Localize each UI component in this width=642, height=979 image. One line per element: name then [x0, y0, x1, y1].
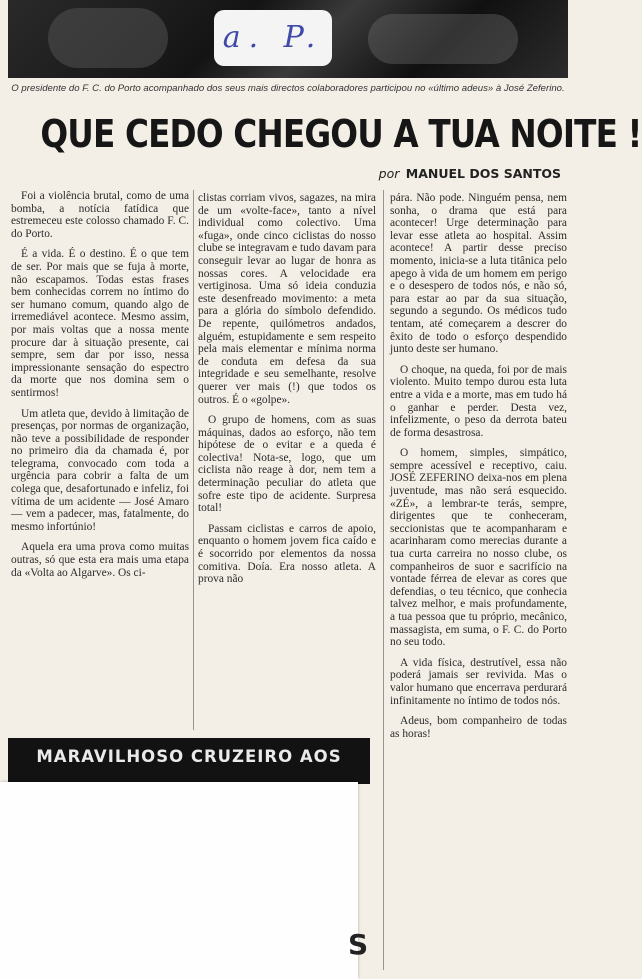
- article-column-2: [198, 192, 376, 594]
- paragraph: Aquela era uma prova como muitas outras, só que esta era mais uma etapa da «Volta ao Algarve». Os ci-: [11, 541, 189, 579]
- column-divider-2: [383, 190, 384, 970]
- paragraph: pára. Não pode. Ninguém pensa, nem sonha, o drama que está para acontecer! Urge determinação para levar esse atleta ao hospital. Assim acontece! A partir desse preciso momento, inicia-se a luta titânica pelo apego à vida de um homem em perigo e o desespero de todos nós, e não só, para estar ao par da sua situação, segundo a segundo. Os médicos tudo tentam, até começarem a descrer do êxito de todo o esforço despendido junto deste ser humano.: [390, 192, 567, 356]
- paragraph: Adeus, bom companheiro de todas as horas!: [390, 715, 567, 740]
- paragraph: A vida física, destrutível, essa não poderá jamais ser revivida. Mas o valor humano que encerrava perdurará infinitamente no íntimo de todos nós.: [390, 656, 567, 707]
- paragraph: clistas corriam vivos, sagazes, na mira de um «volte-face», tanto a nível individual como colectivo. Uma «fuga», onde cinco ciclistas do nosso clube se integravam e tudo davam para conseguir levar ao lugar de honra as nossas cores. A velocidade era vertiginosa. Uma só ideia conduzia este desenfreado movimento: a meta para a glória do símbolo defendido. De repente, quilómetros andados, alguém, estupidamente e sem respeito pela mais elementar e mínima norma de conduta em defesa da sua integridade e seu semelhante, resolve querer ver mais (!) que todos os outros. É o «golpe».: [198, 192, 376, 406]
- advert-banner: MARAVILHOSO CRUZEIRO AOS: [8, 738, 370, 776]
- article-column-1: [11, 190, 189, 587]
- handwritten-stamp: a. P.: [214, 10, 332, 66]
- paragraph: O choque, na queda, foi por de mais violento. Muito tempo durou esta luta entre a vida e a morte, mas em tudo há o ganhar e perder. Desta vez, infelizmente, o peso da derrota bateu de forma desastrosa.: [390, 363, 567, 439]
- photo-figure-right: [368, 14, 518, 64]
- byline-prefix: por: [378, 166, 400, 181]
- news-photo: [8, 0, 568, 78]
- article-headline: QUE CEDO CHEGOU A TUA NOITE !: [40, 112, 642, 156]
- article-byline: [379, 166, 561, 181]
- paragraph: Passam ciclistas e carros de apoio, enquanto o homem jovem fica caído e é socorrido por elementos da nossa comitiva. Doía. Era nosso atleta. A prova não: [198, 522, 376, 586]
- paragraph: É a vida. É o destino. É o que tem de ser. Por mais que se fuja à morte, não escapamos. Todas estas frases bem conhecidas correm no íntimo do ser humano comum, quando algo de irremediável acontece. Mesmo assim, por mais voltas que a nossa mente procure dar à situação presente, cai sempre, sem dar por isso, nessa impressionante sensação do espectro da morte que nos domina sem o sentirmos!: [11, 248, 189, 399]
- white-paper-overlay: [0, 782, 358, 979]
- photo-figure-left: [48, 8, 168, 68]
- photo-caption: O presidente do F. C. do Porto acompanhado dos seus mais directos colaboradores participou no «último adeus» à José Zeferino.: [11, 83, 565, 94]
- paragraph: O grupo de homens, com as suas máquinas, dados ao esforço, não tem hipótese de o evitar e a queda é colectiva! Nota-se, logo, que um ciclista não reage à dor, nem tem a determinação peculiar do atleta que sofre este tipo de acidente. Surpresa total!: [198, 414, 376, 515]
- advert-fragment: S: [348, 928, 369, 961]
- article-column-3: [390, 192, 567, 740]
- byline-author: MANUEL DOS SANTOS: [405, 166, 561, 181]
- column-divider-1: [193, 190, 194, 730]
- paragraph: Um atleta que, devido à limitação de presenças, por normas de organização, não teve a possibilidade de responder no primeiro dia da chamada é, por telegrama, convocado com toda a urgência para cobrir a falta de um colega que, desafortunado e infeliz, foi vítima de um acidente — José Amaro — vem a padecer, mas, fatalmente, do mesmo infortúnio!: [11, 407, 189, 533]
- paragraph: Foi a violência brutal, como de uma bomba, a notícia fatídica que estremeceu este colosso chamado F. C. do Porto.: [11, 190, 189, 240]
- paragraph: O homem, simples, simpático, sempre acessível e receptivo, caiu. JOSÉ ZEFERINO deixa-nos em plena juventude, mas não será esquecido. «ZÉ», a lembrar-te terás, sempre, dirigentes que te conheceram, seccionistas que te acompanharam e acarinharam como merecias durante a tua curta carreira no nosso clube, os companheiros de suor e sacrifício na vontade férrea de elevar as cores que defendias, o teu técnico, que conhecia talvez melhor, e mais profundamente, a tua pessoa que tu próprio, mecânico, massagista, em suma, o F. C. do Porto no seu todo.: [390, 447, 567, 649]
